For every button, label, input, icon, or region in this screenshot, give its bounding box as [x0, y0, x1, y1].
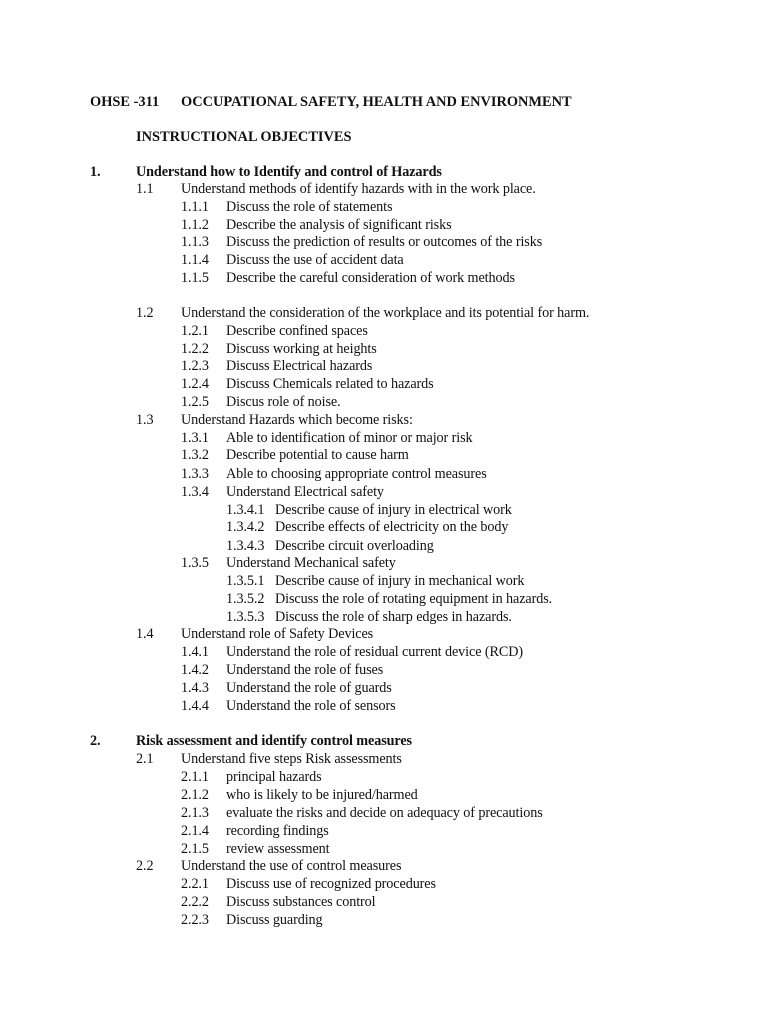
objective-text: Understand Mechanical safety — [226, 555, 396, 571]
item-number: 1.3.4.1 — [226, 502, 265, 518]
item-number: 1.2.2 — [181, 341, 209, 357]
item-number: 1.4.4 — [181, 698, 209, 714]
item-number: 2.1.3 — [181, 805, 209, 821]
item-number: 1.1.3 — [181, 234, 209, 250]
objective-text: Discuss the role of statements — [226, 199, 393, 215]
objective-text: Able to identification of minor or major risk — [226, 430, 473, 446]
objective-text: Describe the analysis of significant risks — [226, 217, 452, 233]
item-number: 1.1 — [136, 181, 154, 197]
objective-text: Discuss the role of rotating equipment in hazards. — [275, 591, 553, 607]
objective-text: Discuss working at heights — [226, 341, 377, 357]
item-number: 1.4.2 — [181, 662, 209, 678]
objective-text: Understand Electrical safety — [226, 484, 384, 500]
item-number: 1.3.4.3 — [226, 538, 265, 554]
item-number: 1.2.5 — [181, 394, 209, 410]
item-number: 2. — [90, 733, 101, 749]
item-number: 1.2 — [136, 305, 154, 321]
item-number: 1.3.2 — [181, 447, 209, 463]
section-title: Risk assessment and identify control measures — [136, 733, 412, 749]
item-number: 2.1.5 — [181, 841, 209, 857]
objective-text: Understand the role of fuses — [226, 662, 384, 678]
item-number: 1.4.1 — [181, 644, 209, 660]
objective-text: review assessment — [226, 841, 330, 857]
item-number: 1.3.5 — [181, 555, 209, 571]
course-code: OHSE -311 — [90, 94, 160, 110]
objective-text: Understand role of Safety Devices — [181, 626, 374, 642]
objective-text: principal hazards — [226, 769, 322, 785]
item-number: 1.3.4.2 — [226, 519, 265, 535]
objective-text: who is likely to be injured/harmed — [226, 787, 418, 803]
item-number: 2.2 — [136, 858, 154, 874]
item-number: 1. — [90, 164, 101, 180]
objective-text: Describe cause of injury in electrical work — [275, 502, 512, 518]
item-number: 1.1.1 — [181, 199, 209, 215]
objective-text: Describe circuit overloading — [275, 538, 434, 554]
objective-text: Discuss the use of accident data — [226, 252, 404, 268]
objective-text: Discuss Chemicals related to hazards — [226, 376, 434, 392]
objective-text: Understand five steps Risk assessments — [181, 751, 402, 767]
item-number: 1.4 — [136, 626, 154, 642]
objective-text: Describe potential to cause harm — [226, 447, 409, 463]
objective-text: Understand methods of identify hazards with in the work place. — [181, 181, 536, 197]
section-title: Understand how to Identify and control of Hazards — [136, 164, 442, 180]
item-number: 1.3.5.1 — [226, 573, 265, 589]
item-number: 1.2.4 — [181, 376, 209, 392]
objective-text: Discuss guarding — [226, 912, 323, 928]
objective-text: Describe cause of injury in mechanical work — [275, 573, 525, 589]
objective-text: Discuss use of recognized procedures — [226, 876, 436, 892]
objective-text: Understand the role of sensors — [226, 698, 396, 714]
objective-text: Discuss Electrical hazards — [226, 358, 373, 374]
item-number: 1.4.3 — [181, 680, 209, 696]
item-number: 2.1.2 — [181, 787, 209, 803]
item-number: 1.1.4 — [181, 252, 209, 268]
objective-text: Understand Hazards which become risks: — [181, 412, 413, 428]
objective-text: evaluate the risks and decide on adequacy of precautions — [226, 805, 543, 821]
objective-text: Understand the role of guards — [226, 680, 392, 696]
item-number: 1.1.5 — [181, 270, 209, 286]
objective-text: Understand the consideration of the workplace and its potential for harm. — [181, 305, 590, 321]
objective-text: Understand the use of control measures — [181, 858, 402, 874]
objective-text: Able to choosing appropriate control measures — [226, 466, 487, 482]
item-number: 2.2.3 — [181, 912, 209, 928]
item-number: 2.2.2 — [181, 894, 209, 910]
item-number: 1.2.3 — [181, 358, 209, 374]
item-number: 2.2.1 — [181, 876, 209, 892]
course-title: OCCUPATIONAL SAFETY, HEALTH AND ENVIRONMENT — [181, 94, 572, 110]
item-number: 1.3.5.2 — [226, 591, 265, 607]
item-number: 1.3.4 — [181, 484, 209, 500]
objective-text: Describe effects of electricity on the body — [275, 519, 509, 535]
objective-text: Describe confined spaces — [226, 323, 368, 339]
item-number: 2.1.1 — [181, 769, 209, 785]
item-number: 1.2.1 — [181, 323, 209, 339]
item-number: 1.1.2 — [181, 217, 209, 233]
item-number: 1.3.5.3 — [226, 609, 265, 625]
item-number: 1.3 — [136, 412, 154, 428]
item-number: 2.1.4 — [181, 823, 209, 839]
objective-text: Discuss substances control — [226, 894, 376, 910]
item-number: 2.1 — [136, 751, 154, 767]
item-number: 1.3.1 — [181, 430, 209, 446]
item-number: 1.3.3 — [181, 466, 209, 482]
objective-text: recording findings — [226, 823, 329, 839]
objective-text: Describe the careful consideration of work methods — [226, 270, 515, 286]
objective-text: Discuss the prediction of results or outcomes of the risks — [226, 234, 543, 250]
section-heading: INSTRUCTIONAL OBJECTIVES — [136, 129, 352, 145]
objective-text: Discus role of noise. — [226, 394, 341, 410]
objective-text: Discuss the role of sharp edges in hazards. — [275, 609, 512, 625]
objective-text: Understand the role of residual current device (RCD) — [226, 644, 523, 660]
